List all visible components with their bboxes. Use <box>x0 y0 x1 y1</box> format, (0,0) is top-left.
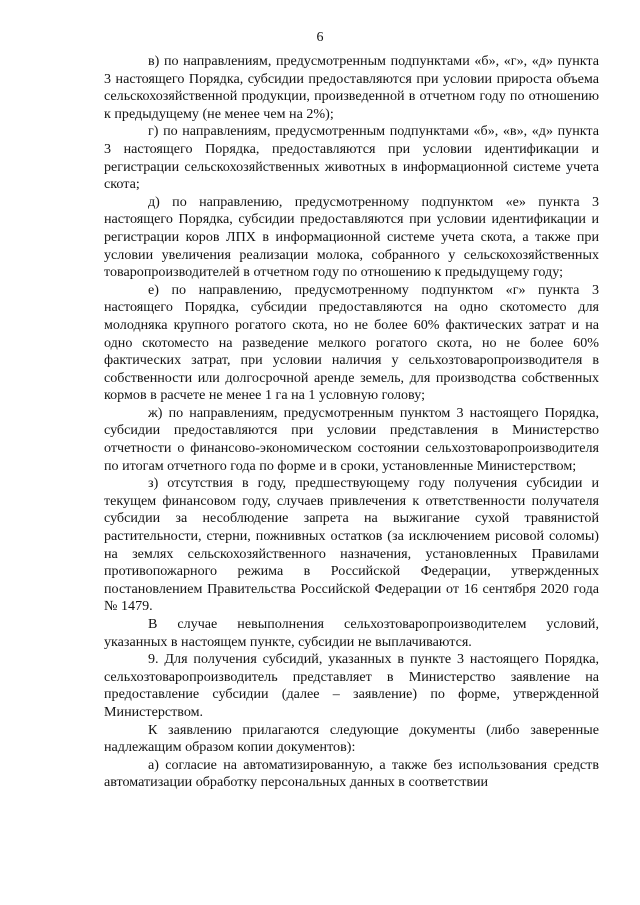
paragraph-subitem-g: г) по направлениям, предусмотренным подпунктами «б», «в», «д» пункта 3 настоящего Порядка, предоставляются при условии идентификации и регистрации сельскохозяйственных животных в информационной системе учета скота; <box>104 123 599 193</box>
document-body <box>104 53 599 792</box>
paragraph-subitem-v: в) по направлениям, предусмотренным подпунктами «б», «г», «д» пункта 3 настоящего Порядка, субсидии предоставляются при условии прироста объема сельскохозяйственной продукции, произведенной в отчетном году по отношению к предыдущему (не менее чем на 2%); <box>104 53 599 122</box>
paragraph-subitem-d: д) по направлению, предусмотренному подпунктом «е» пункта 3 настоящего Порядка, субсидии предоставляются при условии идентификации и регистрации коров ЛПХ в информационной системе учета скота, а также при условии увеличения реализации молока, собранного у сельскохозяйственных товаропроизводителей в отчетном году по отношению к предыдущему году; <box>104 193 599 281</box>
paragraph-attachment-a: а) согласие на автоматизированную, а также без использования средств автоматизации обработку персональных данных в соответствии <box>104 756 599 791</box>
paragraph-subitem-zh: ж) по направлениям, предусмотренным пунктом 3 настоящего Порядка, субсидии предоставляются при условии представления в Министерство отчетности о финансово-экономическом состоянии сельхозтоваропроизводителя по итогам отчетного года по форме и в сроки, установленные Министерством; <box>104 404 599 474</box>
paragraph-subitem-z: з) отсутствия в году, предшествующему году получения субсидии и текущем финансовом году, случаев привлечения к ответственности получателя субсидии за несоблюдение запрета на выжигание сухой травянистой растительности, стерни, пожнивных остатков (за исключением рисовой соломы) на землях сельскохозяйственного назначения, установленных Правилами противопожарного режима в Российской Федерации, утвержденных постановлением Правительства Российской Федерации от 16 сентября 2020 года № 1479. <box>104 475 599 615</box>
page-number: 6 <box>316 30 324 45</box>
paragraph-attachments-intro: К заявлению прилагаются следующие документы (либо заверенные надлежащим образом копии документов): <box>104 721 599 756</box>
paragraph-item-9: 9. Для получения субсидий, указанных в пункте 3 настоящего Порядка, сельхозтоваропроизводитель представляет в Министерство заявление на предоставление субсидии (далее – заявление) по форме, утвержденной Министерством. <box>104 651 599 720</box>
paragraph-nonfulfillment: В случае невыполнения сельхозтоваропроизводителем условий, указанных в настоящем пункте, субсидии не выплачиваются. <box>104 616 599 650</box>
paragraph-subitem-e: е) по направлению, предусмотренному подпунктом «г» пункта 3 настоящего Порядка, субсидии предоставляются на одно скотоместо для молодняка крупного рогатого скота, но не более 60% фактических затрат и на одно скотоместо на разведение мелкого рогатого скота, но не более 60% фактических затрат, при условии наличия у сельхозтоваропроизводителя в собственности или долгосрочной аренде земель, для производства собственных кормов в расчете не менее 1 га на 1 условную голову; <box>104 281 599 404</box>
